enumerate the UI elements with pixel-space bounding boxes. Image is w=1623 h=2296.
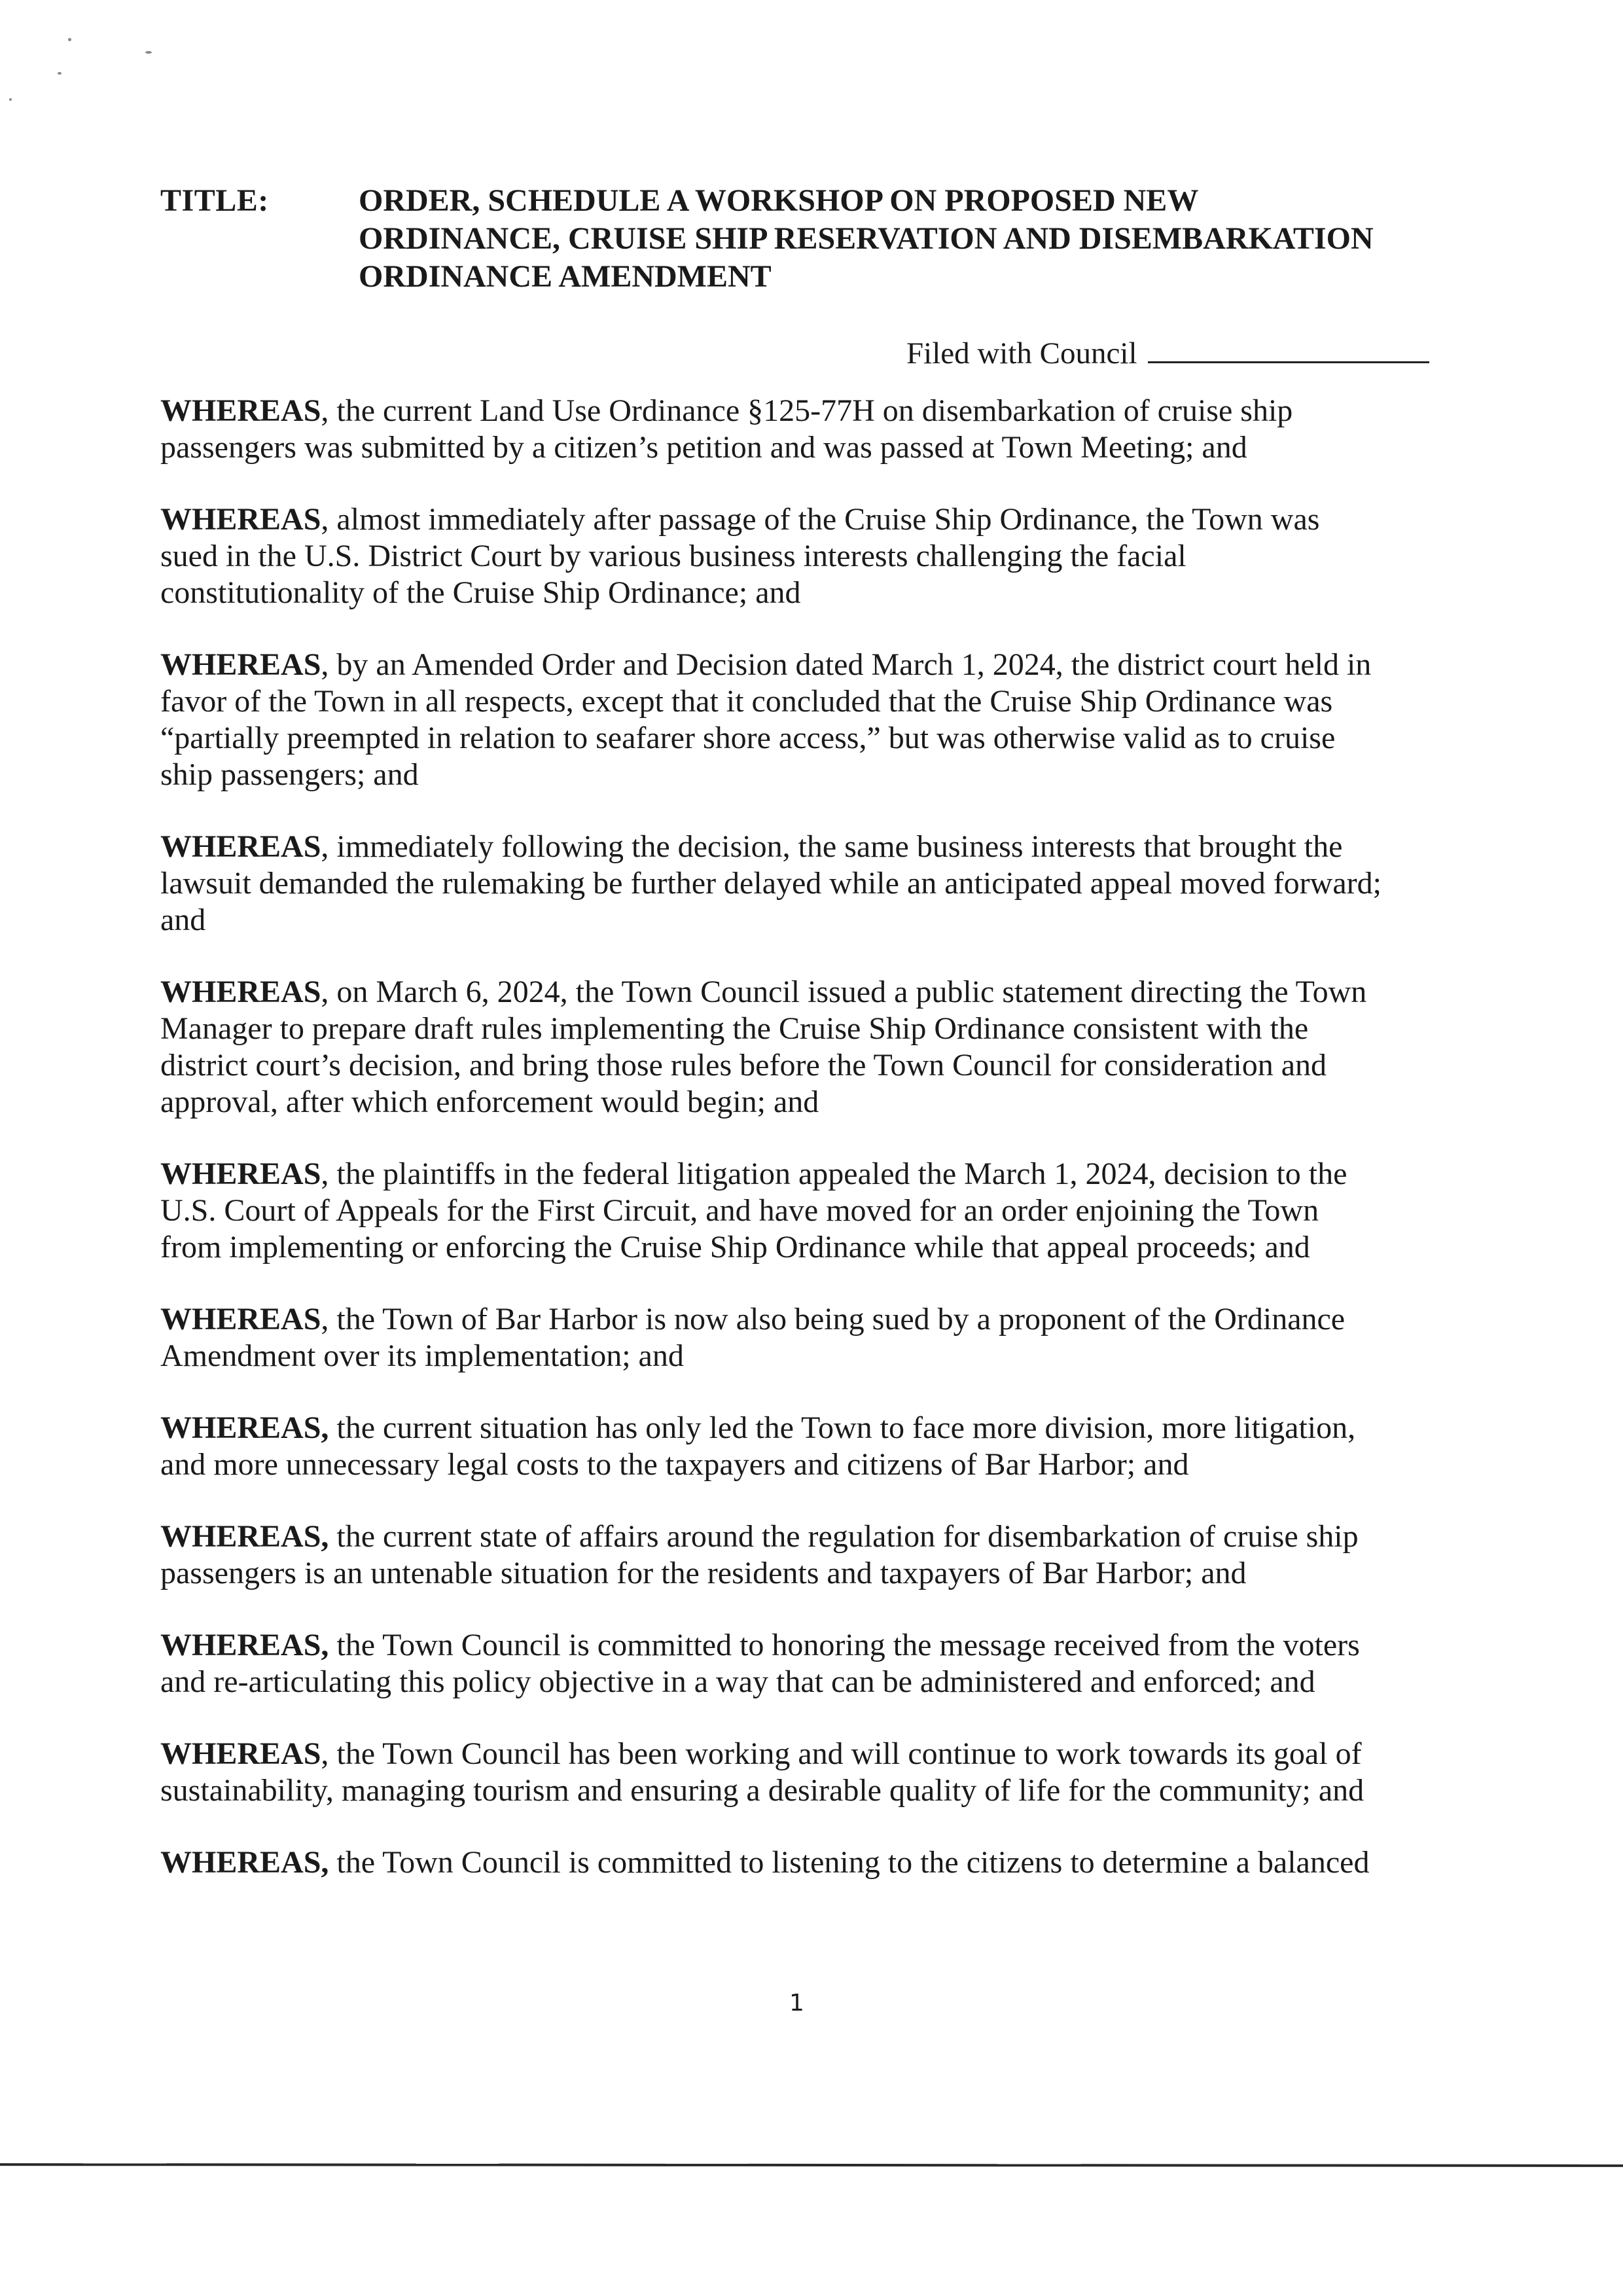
clause-text: lawsuit demanded the rulemaking be further delayed while an anticipated appeal moved forward; bbox=[160, 866, 1382, 901]
title-line: ORDINANCE, CRUISE SHIP RESERVATION AND DISEMBARKATION bbox=[359, 221, 1374, 256]
whereas-keyword: WHEREAS bbox=[160, 975, 321, 1009]
clause-line bbox=[160, 538, 1469, 575]
clause-text: the current state of affairs around the regulation for disembarkation of cruise ship bbox=[329, 1519, 1359, 1554]
whereas-keyword: WHEREAS, bbox=[160, 1519, 329, 1554]
clause-line bbox=[160, 902, 1469, 939]
clause-text: passengers is an untenable situation for the residents and taxpayers of Bar Harbor; and bbox=[160, 1556, 1247, 1590]
clause-text: the Town Council is committed to listening to the citizens to determine a balanced bbox=[329, 1845, 1370, 1880]
clause-line bbox=[160, 1555, 1469, 1592]
whereas-clause bbox=[160, 829, 1469, 939]
scan-speck bbox=[9, 98, 12, 101]
clause-text: from implementing or enforcing the Cruise Ship Ordinance while that appeal proceeds; and bbox=[160, 1230, 1310, 1265]
whereas-clause bbox=[160, 974, 1469, 1121]
clause-line bbox=[160, 1518, 1469, 1555]
clause-line bbox=[160, 1844, 1469, 1881]
clause-line bbox=[160, 647, 1469, 683]
scan-speck bbox=[145, 51, 152, 54]
whereas-keyword: WHEREAS bbox=[160, 1157, 321, 1191]
clause-line bbox=[160, 1193, 1469, 1229]
clause-text: Amendment over its implementation; and bbox=[160, 1338, 684, 1373]
clause-text: sustainability, managing tourism and ensuring a desirable quality of life for the community; and bbox=[160, 1773, 1364, 1808]
clause-line bbox=[160, 829, 1469, 865]
clause-text: , by an Amended Order and Decision dated March 1, 2024, the district court held in bbox=[321, 647, 1372, 682]
clause-text: district court’s decision, and bring those rules before the Town Council for consideration and bbox=[160, 1048, 1327, 1083]
clause-text: “partially preempted in relation to seafarer shore access,” but was otherwise valid as to cruise bbox=[160, 721, 1336, 755]
clause-line bbox=[160, 575, 1469, 611]
whereas-clause bbox=[160, 1736, 1469, 1809]
clause-text: Manager to prepare draft rules implementing the Cruise Ship Ordinance consistent with the bbox=[160, 1011, 1309, 1046]
whereas-keyword: WHEREAS bbox=[160, 829, 321, 864]
whereas-keyword: WHEREAS, bbox=[160, 1410, 329, 1445]
clause-text: , almost immediately after passage of the Cruise Ship Ordinance, the Town was bbox=[321, 502, 1320, 537]
clause-line bbox=[160, 1301, 1469, 1338]
filed-with-council-label: Filed with Council bbox=[906, 336, 1137, 370]
whereas-clause bbox=[160, 1627, 1469, 1700]
whereas-clause bbox=[160, 647, 1469, 793]
whereas-keyword: WHEREAS bbox=[160, 647, 321, 682]
clause-line bbox=[160, 429, 1469, 466]
clause-text: the current situation has only led the Town to face more division, more litigation, bbox=[329, 1410, 1356, 1445]
whereas-keyword: WHEREAS, bbox=[160, 1628, 329, 1662]
whereas-keyword: WHEREAS bbox=[160, 502, 321, 537]
clause-line bbox=[160, 1338, 1469, 1374]
clause-text: passengers was submitted by a citizen’s petition and was passed at Town Meeting; and bbox=[160, 430, 1247, 465]
clause-text: and more unnecessary legal costs to the taxpayers and citizens of Bar Harbor; and bbox=[160, 1447, 1189, 1482]
clause-line bbox=[160, 501, 1469, 538]
clause-text: , the Town of Bar Harbor is now also being sued by a proponent of the Ordinance bbox=[321, 1302, 1346, 1336]
scan-speck bbox=[68, 38, 71, 41]
title-line: ORDINANCE AMENDMENT bbox=[359, 259, 772, 294]
clause-text: approval, after which enforcement would begin; and bbox=[160, 1085, 819, 1119]
whereas-keyword: WHEREAS bbox=[160, 1302, 321, 1336]
clause-line bbox=[160, 1446, 1469, 1483]
whereas-clauses bbox=[160, 393, 1469, 1916]
whereas-keyword: WHEREAS bbox=[160, 1736, 321, 1771]
clause-text: favor of the Town in all respects, except that it concluded that the Cruise Ship Ordinance was bbox=[160, 684, 1333, 719]
clause-line bbox=[160, 393, 1469, 429]
clause-line bbox=[160, 1011, 1469, 1047]
page-number: 1 bbox=[789, 1990, 804, 2017]
clause-line bbox=[160, 1772, 1469, 1809]
clause-text: U.S. Court of Appeals for the First Circuit, and have moved for an order enjoining the Town bbox=[160, 1193, 1319, 1228]
whereas-keyword: WHEREAS, bbox=[160, 1845, 329, 1880]
whereas-clause bbox=[160, 1844, 1469, 1881]
clause-text: sued in the U.S. District Court by various business interests challenging the facial bbox=[160, 539, 1186, 573]
clause-text: , immediately following the decision, the same business interests that brought the bbox=[321, 829, 1343, 864]
scan-speck bbox=[58, 72, 62, 75]
clause-line bbox=[160, 1156, 1469, 1193]
clause-line bbox=[160, 1229, 1469, 1266]
whereas-clause bbox=[160, 1156, 1469, 1266]
clause-line bbox=[160, 720, 1469, 757]
whereas-clause bbox=[160, 1518, 1469, 1592]
clause-line bbox=[160, 1047, 1469, 1084]
clause-line bbox=[160, 757, 1469, 793]
filed-with-council bbox=[906, 334, 1429, 373]
whereas-clause bbox=[160, 393, 1469, 466]
clause-line bbox=[160, 1084, 1469, 1121]
title-label: TITLE: bbox=[160, 183, 269, 218]
clause-line bbox=[160, 1627, 1469, 1664]
clause-text: , the plaintiffs in the federal litigation appealed the March 1, 2024, decision to the bbox=[321, 1157, 1347, 1191]
whereas-clause bbox=[160, 501, 1469, 611]
clause-text: constitutionality of the Cruise Ship Ordinance; and bbox=[160, 575, 801, 610]
clause-line bbox=[160, 1410, 1469, 1446]
clause-line bbox=[160, 974, 1469, 1011]
clause-text: and re-articulating this policy objective in a way that can be administered and enforced; and bbox=[160, 1664, 1315, 1699]
scan-edge-line bbox=[0, 2163, 1623, 2167]
clause-line bbox=[160, 683, 1469, 720]
clause-line bbox=[160, 1736, 1469, 1772]
title-text bbox=[359, 182, 1471, 296]
title-line: ORDER, SCHEDULE A WORKSHOP ON PROPOSED NEW bbox=[359, 183, 1199, 218]
whereas-keyword: WHEREAS bbox=[160, 393, 321, 428]
clause-text: , on March 6, 2024, the Town Council issued a public statement directing the Town bbox=[321, 975, 1367, 1009]
whereas-clause bbox=[160, 1301, 1469, 1374]
clause-text: , the current Land Use Ordinance §125-77H on disembarkation of cruise ship bbox=[321, 393, 1293, 428]
clause-text: and bbox=[160, 903, 206, 937]
clause-text: ship passengers; and bbox=[160, 757, 419, 792]
clause-line bbox=[160, 865, 1469, 902]
signature-blank-line bbox=[1148, 360, 1429, 363]
clause-text: the Town Council is committed to honoring the message received from the voters bbox=[329, 1628, 1360, 1662]
clause-text: , the Town Council has been working and will continue to work towards its goal of bbox=[321, 1736, 1362, 1771]
whereas-clause bbox=[160, 1410, 1469, 1483]
clause-line bbox=[160, 1664, 1469, 1700]
